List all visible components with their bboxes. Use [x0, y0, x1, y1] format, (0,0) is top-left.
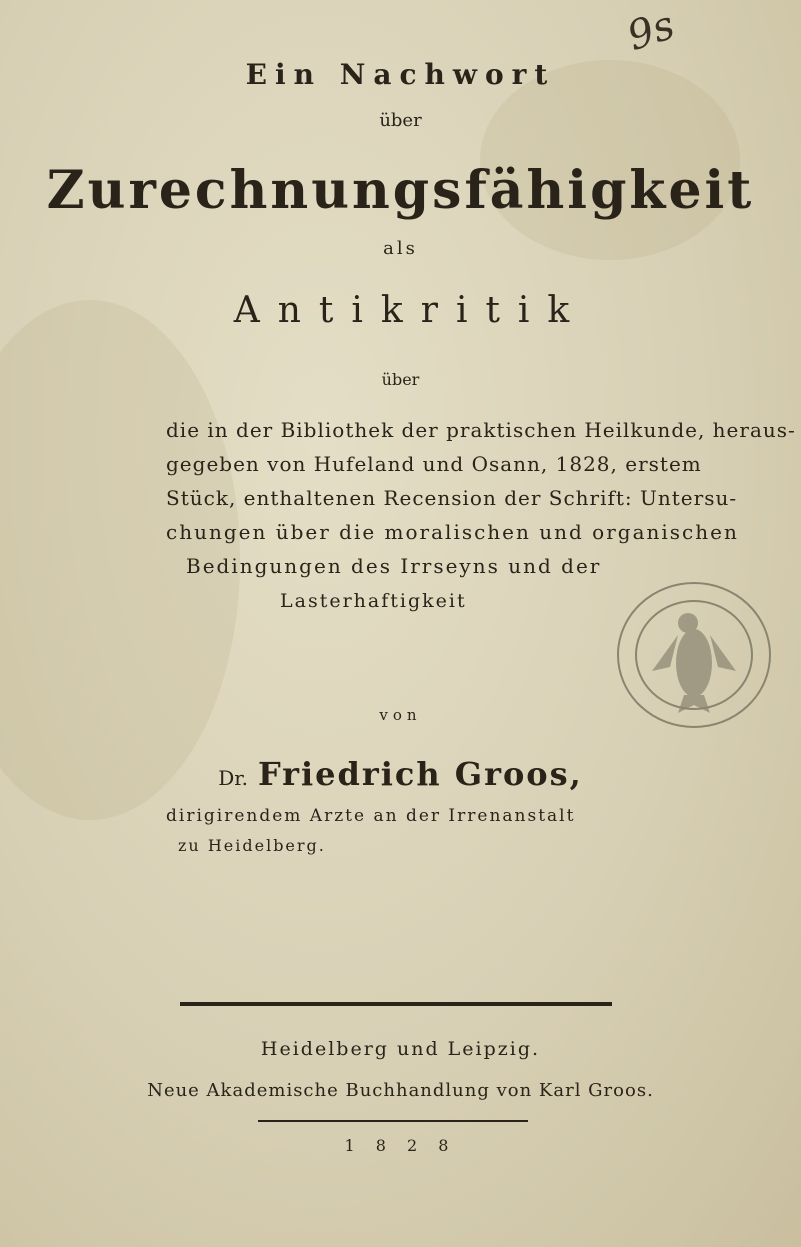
body-line-2: gegeben von Hufeland und Osann, 1828, erstem [166, 452, 702, 476]
body-line-4: chungen über die moralischen und organischen [166, 520, 739, 544]
eagle-icon [652, 613, 736, 713]
body-line-3: Stück, enthaltenen Recension der Schrift: Untersu- [166, 486, 738, 510]
author-role-1: dirigirendem Arzte an der Irrenanstalt [166, 806, 576, 826]
main-title: Zurechnungsfähigkeit [46, 160, 755, 221]
library-stamp [612, 575, 777, 735]
divider-rule [180, 1002, 612, 1006]
author-line [0, 755, 801, 793]
author-role-2: zu Heidelberg. [178, 836, 326, 855]
als-line: als [383, 238, 418, 259]
body-line-6: Lasterhaftigkeit [280, 590, 467, 612]
year-rule [258, 1120, 528, 1122]
author-prefix: Dr. [218, 766, 248, 790]
author-name: Friedrich Groos, [257, 755, 583, 793]
handwritten-shelf-mark: 9s [622, 2, 680, 60]
ueber-line-1: über [379, 110, 422, 131]
title-top: Ein Nachwort [245, 58, 556, 91]
body-line-1: die in der Bibliothek der praktischen Heilkunde, heraus- [166, 418, 796, 442]
publication-year: 1 8 2 8 [344, 1136, 457, 1155]
body-line-5: Bedingungen des Irrseyns und der [186, 554, 602, 578]
publisher: Neue Akademische Buchhandlung von Karl Groos. [147, 1080, 654, 1101]
antikritik-title: Antikritik [233, 290, 588, 331]
ueber-line-2: über [381, 370, 420, 389]
publisher-place: Heidelberg und Leipzig. [260, 1038, 541, 1060]
von-line: von [379, 706, 422, 724]
